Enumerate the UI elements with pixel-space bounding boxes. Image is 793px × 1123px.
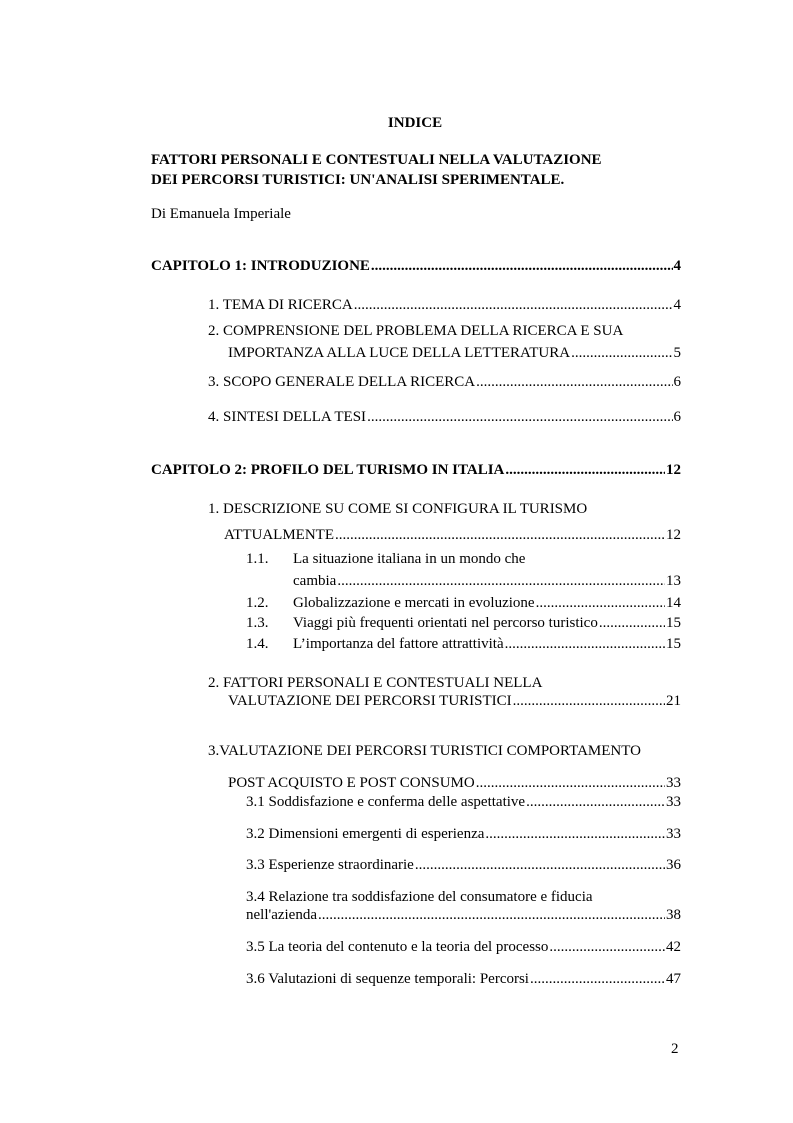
toc-leader-dots — [599, 614, 665, 632]
toc-leader-dots — [335, 526, 665, 544]
thesis-title-line-1: FATTORI PERSONALI E CONTESTUALI NELLA VALUTAZIONE — [151, 152, 602, 168]
subsection-number: 1.2. — [246, 595, 269, 611]
toc-leader-dots — [549, 938, 665, 956]
toc-entry-title: 3.5 La teoria del contenuto e la teoria del processo — [246, 939, 549, 955]
toc-entry-ch2-sec2-line-1[interactable]: 2. FATTORI PERSONALI E CONTESTUALI NELLA — [208, 675, 543, 691]
toc-entry-sub-1-1[interactable] — [293, 572, 681, 590]
toc-entry-title: 3.1 Soddisfazione e conferma delle aspettative — [246, 794, 526, 810]
toc-entry-page: 15 — [666, 615, 681, 631]
toc-entry-sub-1-4[interactable] — [293, 635, 681, 653]
toc-entry-ch2-sec1-line-1[interactable]: 1. DESCRIZIONE SU COME SI CONFIGURA IL TURISMO — [208, 501, 588, 517]
toc-entry-chapter-2[interactable] — [151, 461, 681, 479]
toc-entry-title: 4. SINTESI DELLA TESI — [208, 409, 367, 425]
toc-leader-dots — [485, 825, 665, 843]
toc-entry-ch2-sec1[interactable] — [224, 526, 681, 544]
index-title: INDICE — [387, 115, 443, 131]
toc-leader-dots — [530, 970, 665, 988]
toc-entry-ch2-sec3-line-1[interactable]: 3.VALUTAZIONE DEI PERCORSI TURISTICI COMPORTAMENTO — [208, 743, 641, 759]
toc-leader-dots — [526, 793, 665, 811]
toc-entry-title: CAPITOLO 2: PROFILO DEL TURISMO IN ITALIA — [151, 462, 505, 478]
toc-entry-title: POST ACQUISTO E POST CONSUMO — [228, 775, 475, 791]
toc-entry-title: 3.6 Valutazioni di sequenze temporali: Percorsi — [246, 971, 529, 987]
toc-entry-title: L’importanza del fattore attrattività — [293, 636, 504, 652]
toc-entry-title: 3.3 Esperienze straordinarie — [246, 857, 414, 873]
toc-entry-title: CAPITOLO 1: INTRODUZIONE — [151, 258, 370, 274]
toc-entry-page: 36 — [666, 857, 681, 873]
toc-entry-ch2-sec3[interactable] — [228, 774, 681, 792]
toc-entry-page: 6 — [673, 374, 681, 390]
toc-entry-ch1-sec4[interactable] — [208, 408, 681, 426]
toc-entry-page: 6 — [673, 409, 681, 425]
toc-entry-title: nell'azienda — [246, 907, 317, 923]
toc-entry-sub-1-2[interactable] — [293, 594, 681, 612]
toc-entry-page: 33 — [666, 794, 681, 810]
toc-leader-dots — [415, 856, 665, 874]
toc-entry-page: 4 — [673, 297, 681, 313]
toc-entry-title: IMPORTANZA ALLA LUCE DELLA LETTERATURA — [228, 345, 571, 361]
toc-entry-sub-3-6[interactable] — [246, 970, 681, 988]
toc-leader-dots — [337, 572, 665, 590]
toc-entry-page: 42 — [666, 939, 681, 955]
toc-entry-page: 12 — [666, 462, 681, 478]
toc-entry-sub-3-5[interactable] — [246, 938, 681, 956]
toc-entry-title: VALUTAZIONE DEI PERCORSI TURISTICI — [228, 693, 512, 709]
toc-entry-page: 13 — [666, 573, 681, 589]
toc-entry-page: 4 — [673, 258, 681, 274]
toc-leader-dots — [354, 296, 673, 314]
toc-leader-dots — [505, 635, 665, 653]
toc-entry-page: 5 — [673, 345, 681, 361]
toc-entry-page: 15 — [666, 636, 681, 652]
toc-entry-sub-1-1-line-1[interactable]: La situazione italiana in un mondo che — [293, 551, 526, 567]
author: Di Emanuela Imperiale — [151, 206, 291, 222]
toc-leader-dots — [318, 906, 665, 924]
toc-entry-sub-3-4[interactable] — [246, 906, 681, 924]
toc-entry-title: 1. TEMA DI RICERCA — [208, 297, 353, 313]
toc-entry-title: Globalizzazione e mercati in evoluzione — [293, 595, 535, 611]
toc-leader-dots — [513, 692, 665, 710]
subsection-number: 1.4. — [246, 636, 269, 652]
toc-entry-page: 12 — [666, 527, 681, 543]
toc-entry-sub-3-1[interactable] — [246, 793, 681, 811]
toc-entry-title: cambia — [293, 573, 337, 589]
toc-entry-title: ATTUALMENTE — [224, 527, 334, 543]
toc-entry-sub-3-3[interactable] — [246, 856, 681, 874]
toc-entry-sub-3-2[interactable] — [246, 825, 681, 843]
toc-entry-ch1-sec2[interactable] — [228, 344, 681, 362]
toc-leader-dots — [571, 344, 672, 362]
toc-entry-title: Viaggi più frequenti orientati nel percorso turistico — [293, 615, 598, 631]
toc-entry-page: 33 — [666, 826, 681, 842]
toc-entry-ch1-sec3[interactable] — [208, 373, 681, 391]
toc-entry-sub-1-3[interactable] — [293, 614, 681, 632]
toc-leader-dots — [476, 774, 665, 792]
toc-entry-page: 14 — [666, 595, 681, 611]
toc-entry-title: 3. SCOPO GENERALE DELLA RICERCA — [208, 374, 476, 390]
subsection-number: 1.1. — [246, 551, 269, 567]
toc-leader-dots — [371, 257, 673, 275]
toc-entry-sub-3-4-line-1[interactable]: 3.4 Relazione tra soddisfazione del consumatore e fiducia — [246, 889, 593, 905]
subsection-number: 1.3. — [246, 615, 269, 631]
toc-leader-dots — [505, 461, 665, 479]
toc-entry-page: 47 — [666, 971, 681, 987]
toc-entry-ch2-sec2[interactable] — [228, 692, 681, 710]
page-number: 2 — [671, 1041, 679, 1057]
toc-leader-dots — [536, 594, 665, 612]
toc-entry-ch1-sec1[interactable] — [208, 296, 681, 314]
thesis-title-line-2: DEI PERCORSI TURISTICI: UN'ANALISI SPERIMENTALE. — [151, 172, 565, 188]
toc-entry-chapter-1[interactable] — [151, 257, 681, 275]
toc-entry-ch1-sec2-line-1[interactable]: 2. COMPRENSIONE DEL PROBLEMA DELLA RICERCA E SUA — [208, 323, 624, 339]
toc-entry-page: 38 — [666, 907, 681, 923]
toc-entry-page: 21 — [666, 693, 681, 709]
toc-entry-page: 33 — [666, 775, 681, 791]
toc-entry-title: 3.2 Dimensioni emergenti di esperienza — [246, 826, 485, 842]
toc-leader-dots — [476, 373, 672, 391]
toc-leader-dots — [367, 408, 672, 426]
